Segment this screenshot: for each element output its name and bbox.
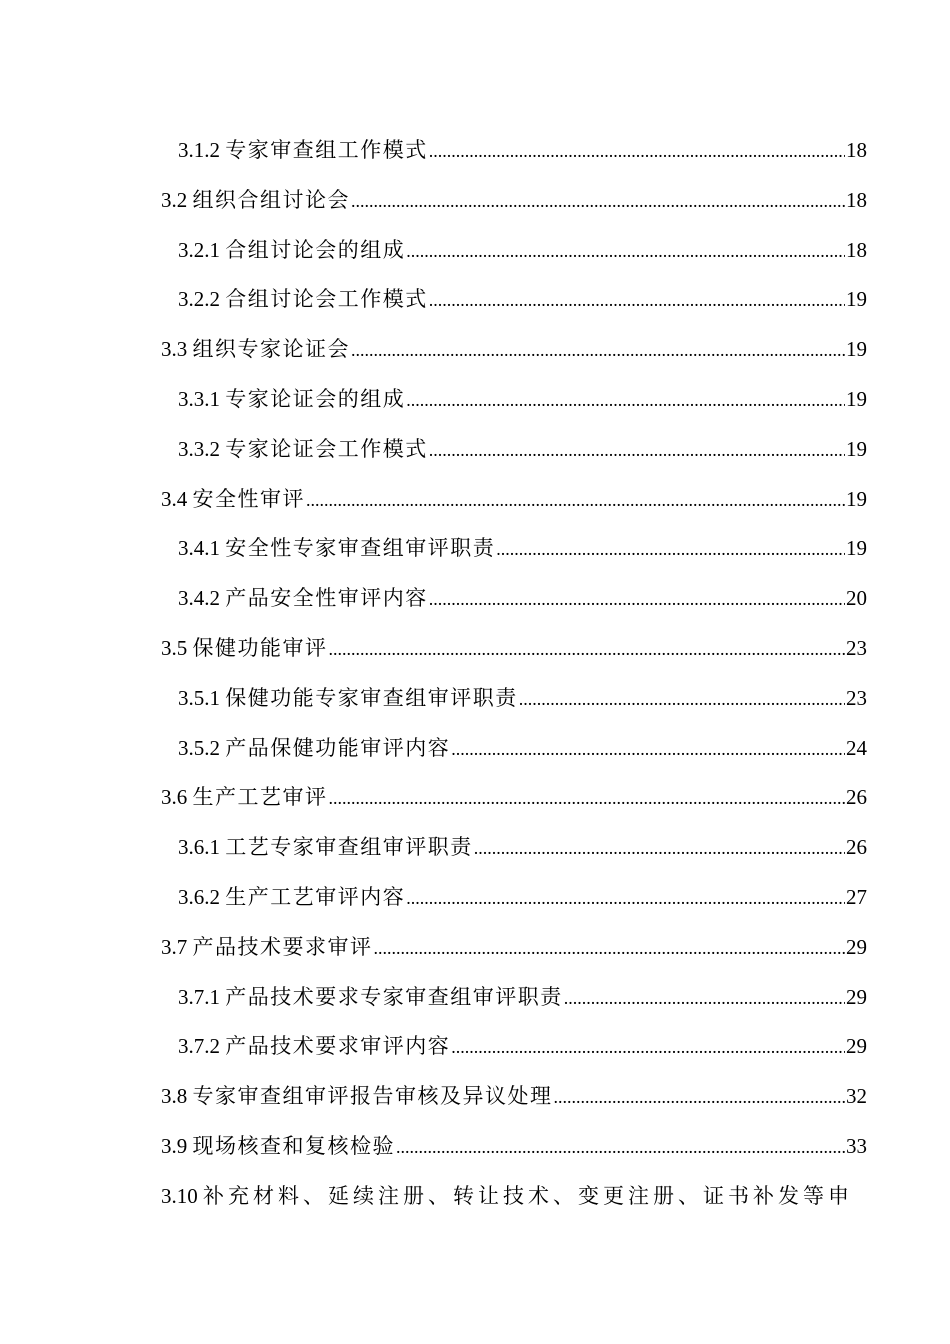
toc-entry-title: 组织合组讨论会 bbox=[192, 187, 350, 212]
toc-entry-title: 产品技术要求审评内容 bbox=[225, 1034, 451, 1059]
toc-entry-number: 3.4 bbox=[161, 486, 193, 511]
toc-dot-leader bbox=[429, 276, 845, 326]
toc-entry-number: 3.2.2 bbox=[178, 287, 226, 312]
toc-entry-title: 生产工艺审评内容 bbox=[225, 884, 406, 909]
toc-entry-page: 18 bbox=[846, 138, 867, 162]
toc-entry[interactable] bbox=[0, 475, 950, 525]
toc-entry[interactable] bbox=[0, 1172, 950, 1222]
toc-entry-number: 3.3 bbox=[161, 337, 193, 362]
toc-entry-title: 安全性专家审查组审评职责 bbox=[225, 536, 496, 561]
toc-dot-leader bbox=[351, 177, 845, 227]
toc-entry-number: 3.7 bbox=[161, 934, 193, 959]
toc-entry-page: 19 bbox=[846, 486, 867, 511]
toc-entry-title: 生产工艺审评 bbox=[192, 785, 328, 810]
toc-entry-title: 组织专家论证会 bbox=[192, 337, 350, 362]
toc-entry-page: 27 bbox=[846, 884, 867, 909]
toc-entry-number: 3.1.2 bbox=[178, 138, 226, 162]
toc-entry-page: 18 bbox=[846, 237, 867, 262]
toc-entry-title: 合组讨论会工作模式 bbox=[225, 287, 428, 312]
toc-entry-page: 23 bbox=[846, 635, 867, 660]
toc-entry-page: 19 bbox=[846, 337, 867, 362]
toc-entry-title: 现场核查和复核检验 bbox=[192, 1133, 395, 1158]
toc-dot-leader bbox=[374, 924, 846, 974]
toc-entry-title: 产品技术要求审评 bbox=[192, 934, 373, 959]
toc-entry-page: 19 bbox=[846, 287, 867, 312]
toc-dot-leader bbox=[519, 675, 845, 725]
toc-entry-page: 24 bbox=[846, 735, 867, 760]
toc-entry-number: 3.6.2 bbox=[178, 884, 226, 909]
toc-entry-number: 3.5.2 bbox=[178, 735, 226, 760]
toc-entry-number: 3.5.1 bbox=[178, 685, 226, 710]
toc-entry-page: 19 bbox=[846, 436, 867, 461]
toc-entry-number: 3.6.1 bbox=[178, 835, 226, 860]
toc-entry-title: 工艺专家审查组审评职责 bbox=[225, 835, 473, 860]
toc-dot-leader bbox=[406, 874, 845, 924]
toc-entry[interactable] bbox=[0, 275, 950, 325]
toc-entry[interactable] bbox=[0, 1072, 950, 1122]
toc-entry-page: 26 bbox=[846, 835, 867, 860]
toc-entry-number: 3.9 bbox=[161, 1133, 193, 1158]
toc-entry-number: 3.6 bbox=[161, 785, 193, 810]
toc-entry[interactable] bbox=[0, 425, 950, 475]
toc-dot-leader bbox=[474, 824, 845, 874]
toc-entry-page: 18 bbox=[846, 187, 867, 212]
toc-entry[interactable] bbox=[0, 226, 950, 276]
toc-entry-number: 3.2.1 bbox=[178, 237, 226, 262]
toc-dot-leader bbox=[396, 1123, 845, 1173]
toc-entry-number: 3.2 bbox=[161, 187, 193, 212]
toc-dot-leader bbox=[451, 725, 845, 775]
toc-entry-title: 专家审查组工作模式 bbox=[225, 138, 428, 162]
toc-dot-leader bbox=[406, 376, 845, 426]
table-of-contents bbox=[0, 126, 950, 1222]
toc-entry[interactable] bbox=[0, 1122, 950, 1172]
toc-entry-title: 专家审查组审评报告审核及异议处理 bbox=[192, 1084, 553, 1109]
toc-entry-page: 20 bbox=[846, 586, 867, 611]
toc-entry[interactable] bbox=[0, 375, 950, 425]
toc-entry[interactable] bbox=[0, 923, 950, 973]
toc-dot-leader bbox=[351, 326, 845, 376]
toc-entry-title: 产品安全性审评内容 bbox=[225, 586, 428, 611]
toc-entry[interactable] bbox=[0, 823, 950, 873]
toc-entry[interactable] bbox=[0, 873, 950, 923]
toc-entry-title: 安全性审评 bbox=[192, 486, 305, 511]
toc-entry-page: 29 bbox=[846, 1034, 867, 1059]
toc-entry[interactable] bbox=[0, 674, 950, 724]
toc-entry-number: 3.3.1 bbox=[178, 386, 226, 411]
toc-entry[interactable] bbox=[0, 126, 950, 176]
toc-entry[interactable] bbox=[0, 624, 950, 674]
toc-entry-title: 合组讨论会的组成 bbox=[225, 237, 406, 262]
toc-dot-leader bbox=[429, 426, 845, 476]
toc-dot-leader bbox=[451, 1023, 845, 1073]
toc-dot-leader bbox=[554, 1073, 846, 1123]
toc-entry-title: 补充材料、延续注册、转让技术、变更注册、证书补发等申 bbox=[203, 1183, 853, 1208]
toc-entry-number: 3.10 bbox=[161, 1183, 203, 1208]
toc-entry[interactable] bbox=[0, 973, 950, 1023]
toc-entry-page: 23 bbox=[846, 685, 867, 710]
toc-entry-title: 专家论证会的组成 bbox=[225, 386, 406, 411]
toc-dot-leader bbox=[329, 625, 846, 675]
toc-dot-leader bbox=[329, 774, 846, 824]
toc-entry-page: 32 bbox=[846, 1084, 867, 1109]
toc-entry-title: 保健功能专家审查组审评职责 bbox=[225, 685, 518, 710]
toc-entry-page: 29 bbox=[846, 934, 867, 959]
toc-entry-page: 26 bbox=[846, 785, 867, 810]
toc-entry-number: 3.8 bbox=[161, 1084, 193, 1109]
toc-dot-leader bbox=[406, 227, 845, 277]
toc-entry[interactable] bbox=[0, 724, 950, 774]
toc-entry-page: 19 bbox=[846, 386, 867, 411]
toc-dot-leader bbox=[564, 974, 845, 1024]
toc-entry-title: 产品技术要求专家审查组审评职责 bbox=[225, 984, 563, 1009]
toc-dot-leader bbox=[429, 127, 845, 177]
toc-entry-number: 3.4.2 bbox=[178, 586, 226, 611]
toc-entry-page: 33 bbox=[846, 1133, 867, 1158]
toc-dot-leader bbox=[496, 525, 845, 575]
toc-entry-title: 产品保健功能审评内容 bbox=[225, 735, 451, 760]
toc-entry-title: 保健功能审评 bbox=[192, 635, 328, 660]
toc-entry-number: 3.7.1 bbox=[178, 984, 226, 1009]
toc-entry[interactable] bbox=[0, 524, 950, 574]
toc-entry-number: 3.4.1 bbox=[178, 536, 226, 561]
toc-entry[interactable] bbox=[0, 574, 950, 624]
toc-entry-page: 19 bbox=[846, 536, 867, 561]
toc-entry[interactable] bbox=[0, 176, 950, 226]
toc-entry[interactable] bbox=[0, 325, 950, 375]
toc-entry-number: 3.5 bbox=[161, 635, 193, 660]
toc-entry-page: 29 bbox=[846, 984, 867, 1009]
toc-dot-leader bbox=[306, 476, 845, 526]
toc-dot-leader bbox=[429, 575, 845, 625]
toc-entry[interactable] bbox=[0, 1022, 950, 1072]
toc-entry-title: 专家论证会工作模式 bbox=[225, 436, 428, 461]
toc-entry-number: 3.3.2 bbox=[178, 436, 226, 461]
toc-entry-number: 3.7.2 bbox=[178, 1034, 226, 1059]
toc-entry[interactable] bbox=[0, 773, 950, 823]
